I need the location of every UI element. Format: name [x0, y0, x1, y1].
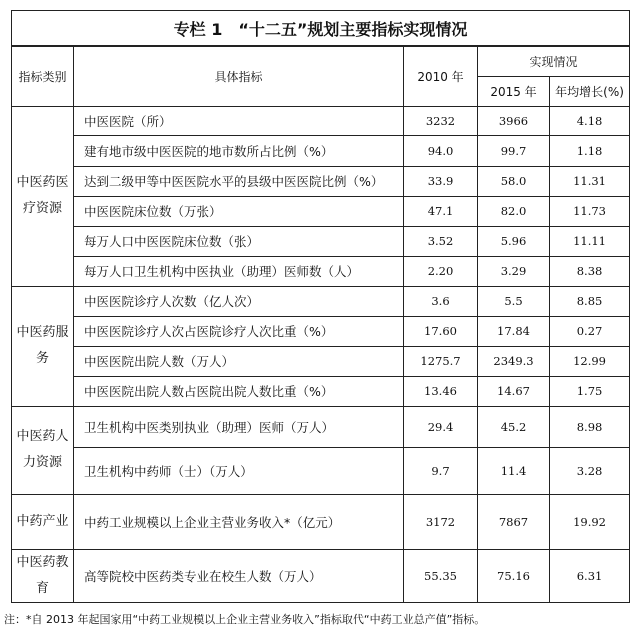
- value-2010-cell: 9.7: [404, 447, 478, 494]
- value-2015-cell: 14.67: [478, 376, 550, 406]
- table-row: [12, 256, 630, 286]
- value-2015-cell: 5.5: [478, 286, 550, 316]
- indicator-cell: 中医医院出院人数（万人）: [74, 346, 404, 376]
- value-2015-cell: 17.84: [478, 316, 550, 346]
- growth-cell: 6.31: [550, 549, 630, 602]
- category-cell: 中药产业: [12, 494, 74, 549]
- header-realized: 实现情况: [478, 46, 630, 76]
- indicator-cell: 中医医院出院人数占医院出院人数比重（%）: [74, 376, 404, 406]
- header-growth: 年均增长(%): [550, 76, 630, 106]
- header-2010: 2010 年: [404, 46, 478, 106]
- indicator-cell: 中医医院诊疗人次占医院诊疗人次比重（%）: [74, 316, 404, 346]
- value-2010-cell: 94.0: [404, 135, 478, 166]
- value-2015-cell: 7867: [478, 494, 550, 549]
- growth-cell: 4.18: [550, 106, 630, 135]
- table-row: [12, 166, 630, 196]
- growth-cell: 11.73: [550, 196, 630, 226]
- table-row: [12, 549, 630, 602]
- table-row: [12, 376, 630, 406]
- value-2010-cell: 29.4: [404, 406, 478, 447]
- value-2010-cell: 3232: [404, 106, 478, 135]
- table-title: 专栏 1 “十二五”规划主要指标实现情况: [12, 11, 630, 47]
- header-2015: 2015 年: [478, 76, 550, 106]
- table-row: [12, 316, 630, 346]
- table-row: [12, 346, 630, 376]
- growth-cell: 12.99: [550, 346, 630, 376]
- table-row: [12, 135, 630, 166]
- growth-cell: 8.85: [550, 286, 630, 316]
- value-2015-cell: 58.0: [478, 166, 550, 196]
- category-cell: 中医药医疗资源: [12, 106, 74, 286]
- value-2015-cell: 3966: [478, 106, 550, 135]
- indicator-table: [11, 10, 630, 603]
- value-2015-cell: 3.29: [478, 256, 550, 286]
- growth-cell: 11.11: [550, 226, 630, 256]
- header-category: 指标类别: [12, 46, 74, 106]
- value-2015-cell: 45.2: [478, 406, 550, 447]
- value-2015-cell: 11.4: [478, 447, 550, 494]
- value-2010-cell: 3172: [404, 494, 478, 549]
- table-row: [12, 106, 630, 135]
- table-row: [12, 196, 630, 226]
- growth-cell: 19.92: [550, 494, 630, 549]
- indicator-cell: 中医医院诊疗人次数（亿人次）: [74, 286, 404, 316]
- value-2010-cell: 47.1: [404, 196, 478, 226]
- indicator-cell: 中医医院（所）: [74, 106, 404, 135]
- growth-cell: 1.75: [550, 376, 630, 406]
- value-2010-cell: 2.20: [404, 256, 478, 286]
- table-row: [12, 406, 630, 447]
- value-2010-cell: 3.52: [404, 226, 478, 256]
- indicator-cell: 每万人口中医医院床位数（张）: [74, 226, 404, 256]
- growth-cell: 8.98: [550, 406, 630, 447]
- table-row: [12, 494, 630, 549]
- indicator-cell: 卫生机构中医类别执业（助理）医师（万人）: [74, 406, 404, 447]
- value-2010-cell: 17.60: [404, 316, 478, 346]
- indicator-cell: 中药工业规模以上企业主营业务收入*（亿元）: [74, 494, 404, 549]
- value-2010-cell: 3.6: [404, 286, 478, 316]
- indicator-cell: 中医医院床位数（万张）: [74, 196, 404, 226]
- value-2010-cell: 55.35: [404, 549, 478, 602]
- growth-cell: 1.18: [550, 135, 630, 166]
- value-2010-cell: 1275.7: [404, 346, 478, 376]
- indicator-cell: 达到二级甲等中医医院水平的县级中医医院比例（%）: [74, 166, 404, 196]
- value-2010-cell: 13.46: [404, 376, 478, 406]
- category-cell: 中医药服务: [12, 286, 74, 406]
- value-2010-cell: 33.9: [404, 166, 478, 196]
- growth-cell: 11.31: [550, 166, 630, 196]
- growth-cell: 3.28: [550, 447, 630, 494]
- value-2015-cell: 82.0: [478, 196, 550, 226]
- footnote: 注：*自 2013 年起国家用“中药工业规模以上企业主营业务收入”指标取代“中药工业总产值”指标。: [4, 613, 486, 626]
- indicator-cell: 建有地市级中医医院的地市数所占比例（%）: [74, 135, 404, 166]
- value-2015-cell: 5.96: [478, 226, 550, 256]
- category-cell: 中医药教育: [12, 549, 74, 602]
- value-2015-cell: 99.7: [478, 135, 550, 166]
- table-row: [12, 447, 630, 494]
- value-2015-cell: 75.16: [478, 549, 550, 602]
- table-row: [12, 226, 630, 256]
- table-row: [12, 286, 630, 316]
- header-indicator: 具体指标: [74, 46, 404, 106]
- growth-cell: 0.27: [550, 316, 630, 346]
- indicator-cell: 卫生机构中药师（士）（万人）: [74, 447, 404, 494]
- growth-cell: 8.38: [550, 256, 630, 286]
- indicator-cell: 每万人口卫生机构中医执业（助理）医师数（人）: [74, 256, 404, 286]
- category-cell: 中医药人力资源: [12, 406, 74, 494]
- indicator-cell: 高等院校中医药类专业在校生人数（万人）: [74, 549, 404, 602]
- value-2015-cell: 2349.3: [478, 346, 550, 376]
